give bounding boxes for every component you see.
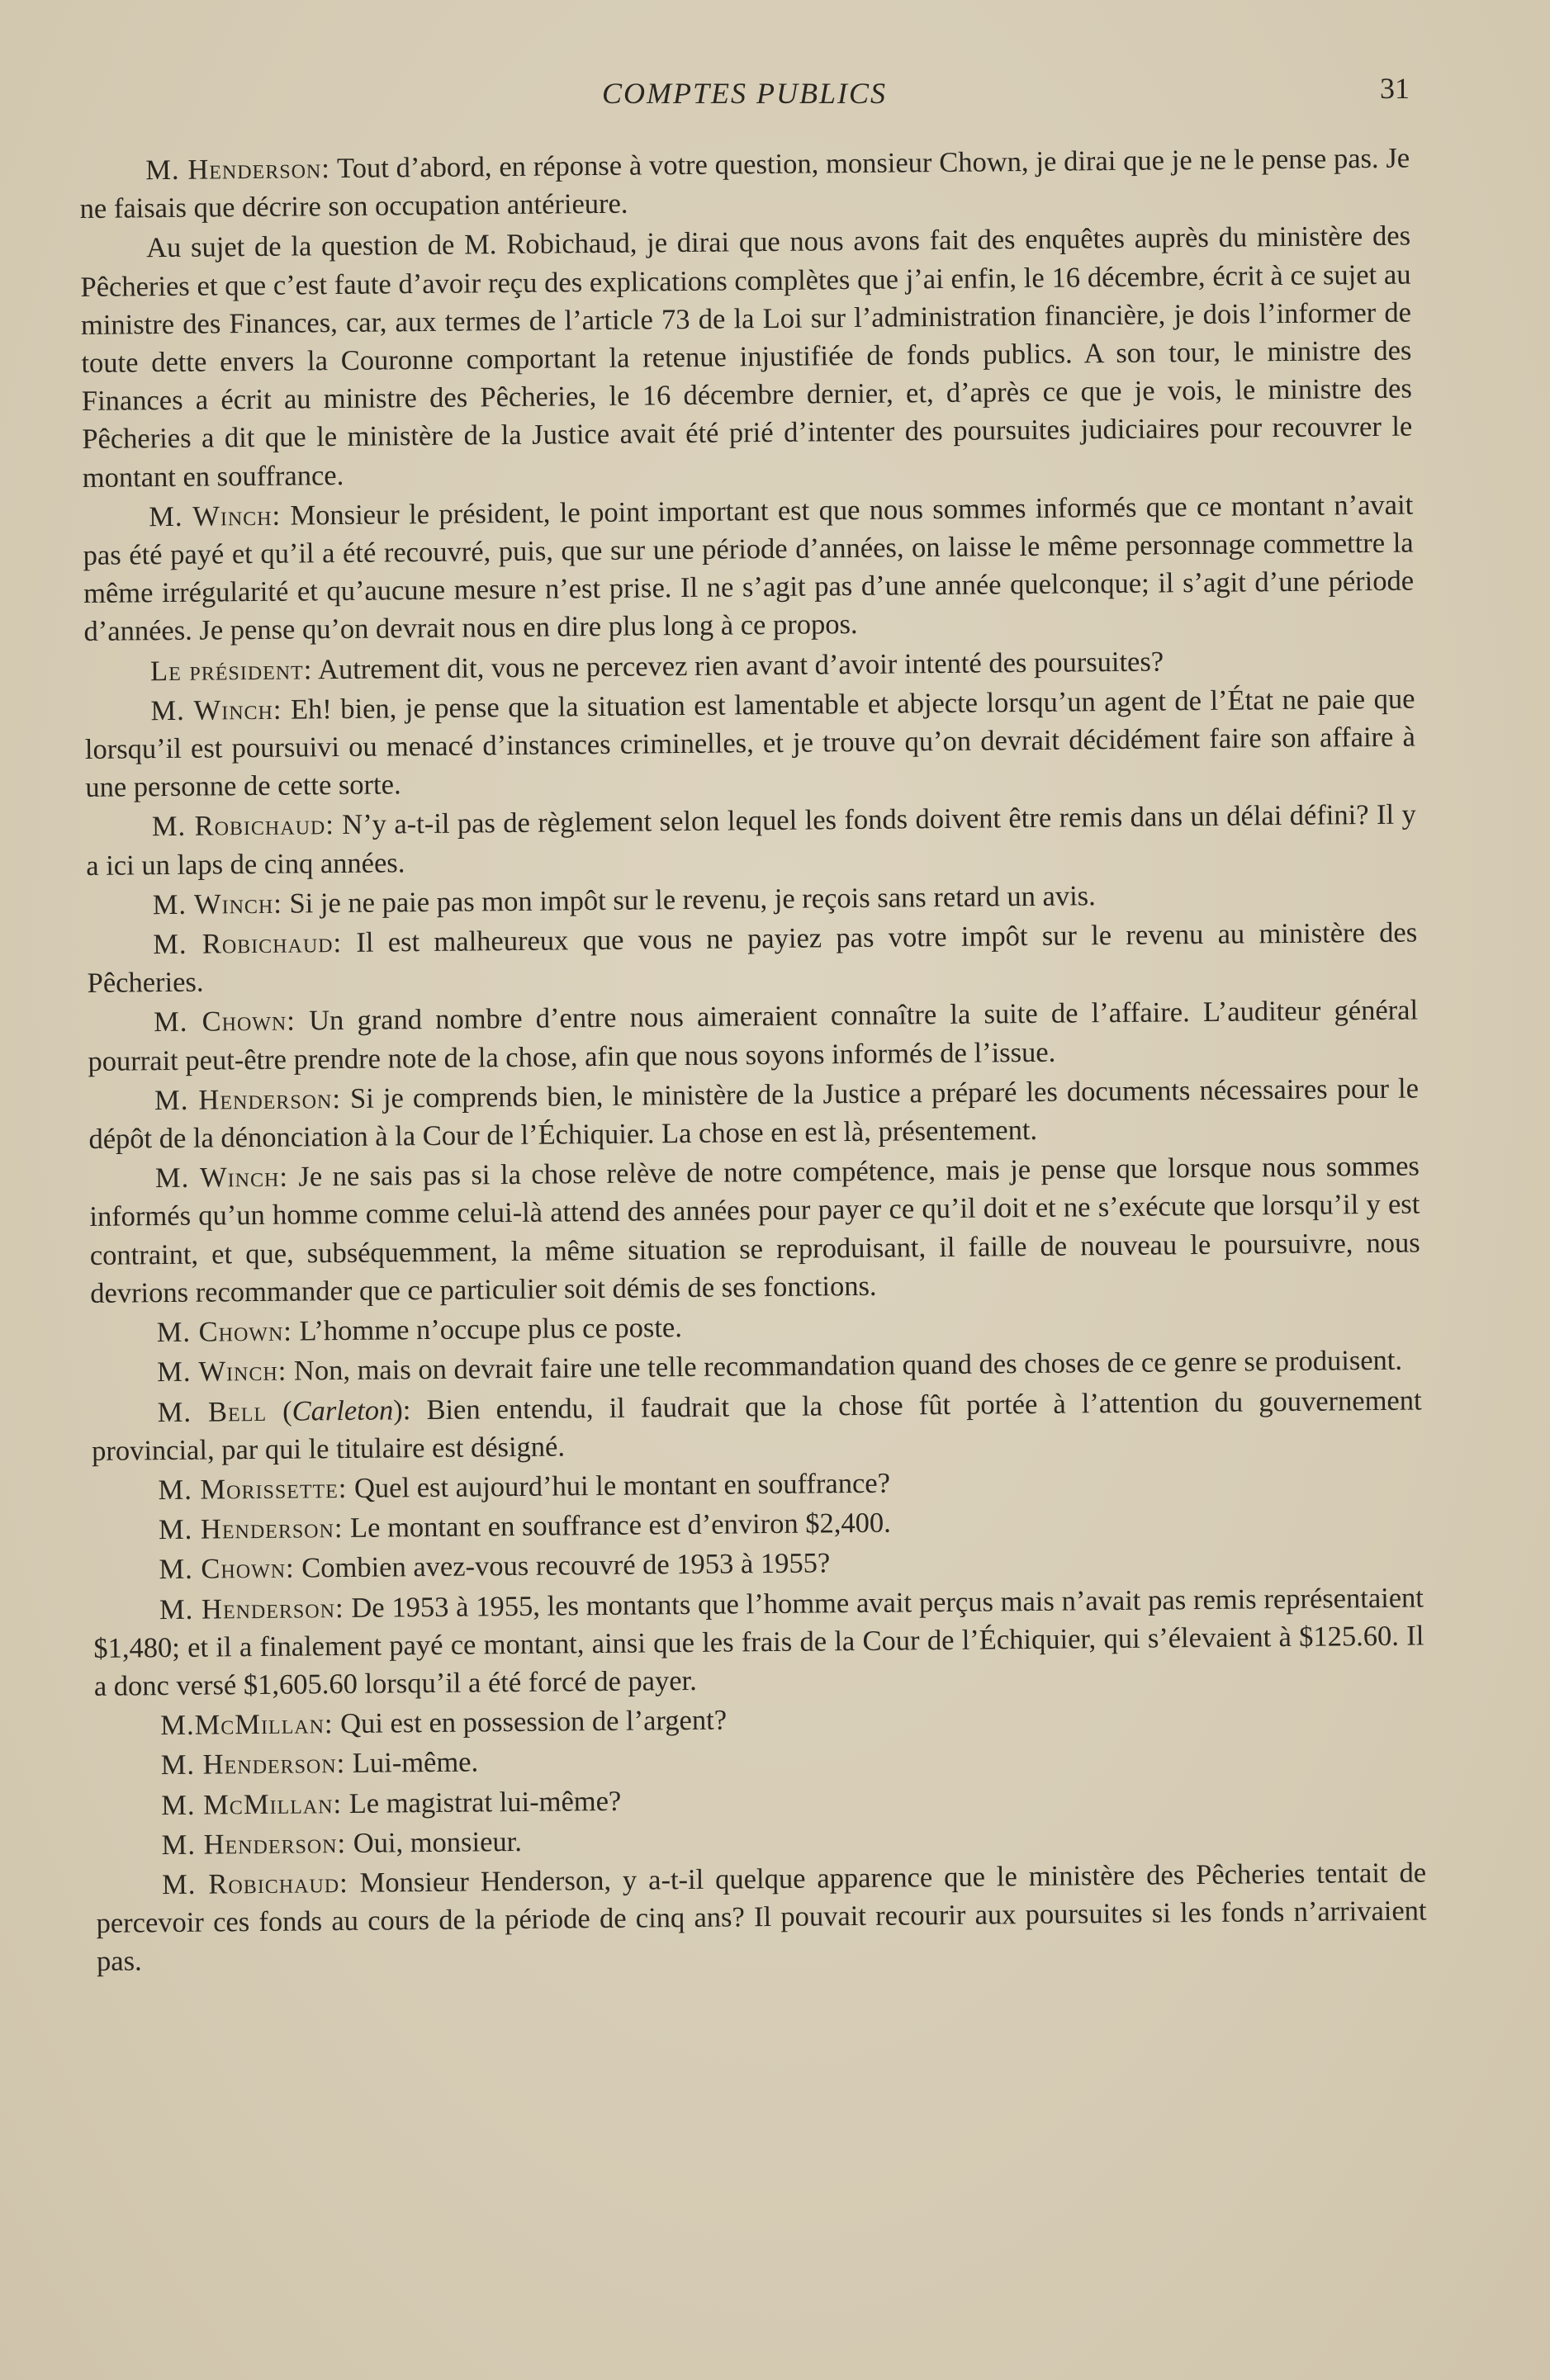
transcript-paragraph: M. Bell (Carleton): Bien entendu, il faudrait que la chose fût portée à l’attention du gouvernement provincial, par qui le titulaire est désigné. xyxy=(91,1384,1422,1467)
paragraph-text: Qui est en possession de l’argent? xyxy=(333,1704,728,1740)
paragraph-text: Le magistrat lui-même? xyxy=(341,1785,622,1819)
speaker-name: M. Winch: xyxy=(150,693,282,727)
paragraph-text: De 1953 à 1955, les montants que l’homme avait perçus mais n’avait pas remis représentaient $1,480; et il a finalement payé ce montant, ainsi que les frais de la Cour de l’Échiquier, qui s’élevaient à $125.60. Il a donc versé $1,605.60 lorsqu’il a été forcé de payer. xyxy=(93,1581,1424,1702)
transcript-body xyxy=(79,140,1427,1981)
transcript-paragraph xyxy=(88,1069,1420,1158)
speaker-name: M. Robichaud: xyxy=(153,927,343,961)
paragraph-text: Tout d’abord, en réponse à votre question, monsieur Chown, je dirai que je ne le pense pas. Je ne faisais que décrire son occupation antérieure. xyxy=(79,142,1410,225)
speaker-name: M. Robichaud: xyxy=(151,809,335,843)
transcript-paragraph xyxy=(89,1147,1421,1313)
transcript-paragraph xyxy=(86,796,1417,885)
transcript-paragraph xyxy=(96,1853,1427,1980)
paragraph-text: Lui-même. xyxy=(345,1746,479,1780)
paragraph-text: Eh! bien, je pense que la situation est lamentable et abjecte lorsqu’un agent de l’État ne paie que lorsqu’il est poursuivi ou menacé d’instances criminelles, et je trouve qu’on devrait décidément faire son affaire à une personne de cette sorte. xyxy=(84,683,1416,804)
speaker-name: M. Bell xyxy=(157,1395,268,1428)
transcript-paragraph xyxy=(93,1578,1424,1706)
paragraph-text: Monsieur le président, le point important est que nous sommes informés que ce montant n’avait pas été payé et qu’il a été recouvré, puis, que sur une période d’années, on laisse le même personnage commettre la même irrégularité et qu’aucune mesure n’est prise. Il ne s’agit pas d’une année quelconque; il s’agit d’une période d’années. Je pense qu’on devrait nous en dire plus long à ce propos. xyxy=(83,489,1415,648)
speaker-name: M.McMillan: xyxy=(160,1708,334,1742)
paragraph-text: Si je comprends bien, le ministère de la Justice a préparé les documents nécessaires pour le dépôt de la dénonciation à la Cour de l’Échiquier. La chose en est là, présentement. xyxy=(88,1072,1420,1156)
speaker-name: M. Chown: xyxy=(156,1315,293,1349)
paragraph-text: Combien avez-vous recouvré de 1953 à 1955? xyxy=(294,1547,831,1584)
speaker-name: M. Winch: xyxy=(154,1161,289,1195)
speaker-name: M. Winch: xyxy=(157,1355,287,1389)
speaker-name: M. Henderson: xyxy=(161,1827,347,1861)
speaker-name: M. Winch: xyxy=(149,499,282,533)
paragraph-text: L’homme n’occupe plus ce poste. xyxy=(292,1312,683,1347)
transcript-paragraph xyxy=(88,991,1419,1081)
transcript-paragraph xyxy=(84,679,1415,807)
transcript-paragraph xyxy=(79,140,1410,229)
paragraph-text: Un grand nombre d’entre nous aimeraient connaître la suite de l’affaire. L’auditeur général pourrait peut-être prendre note de la chose, afin que nous soyons informés de l’issue. xyxy=(88,994,1419,1077)
speaker-name: M. Henderson: xyxy=(160,1748,346,1781)
speaker-name: M. McMillan: xyxy=(161,1787,343,1821)
transcript-paragraph xyxy=(80,217,1413,497)
paragraph-text: Le montant en souffrance est d’environ $2,400. xyxy=(343,1507,891,1545)
paragraph-text: Autrement dit, vous ne percevez rien avant d’avoir intenté des poursuites? xyxy=(312,646,1164,685)
paragraph-text: Je ne sais pas si la chose relève de notre compétence, mais je pense que lorsque nous sommes informés qu’un homme comme celui-là attend des années pour payer ce qu’il doit et ne s’exécute que lorsqu’il y est contraint, et que, subséquemment, la même situation se reproduisant, il faille de nouveau le poursuivre, nous devrions recommander que ce particulier soit démis de ses fonctions. xyxy=(89,1150,1420,1309)
paragraph-text: Quel est aujourd’hui le montant en souffrance? xyxy=(347,1467,891,1504)
speaker-name: M. Morissette: xyxy=(158,1472,348,1507)
page-number: 31 xyxy=(1380,72,1410,105)
speaker-name: M. Chown: xyxy=(159,1552,295,1586)
paragraph-text: Non, mais on devrait faire une telle recommandation quand des choses de ce genre se produisent. xyxy=(287,1344,1403,1387)
speaker-name: M. Winch: xyxy=(152,887,283,921)
speaker-riding: Carleton xyxy=(292,1393,394,1427)
paragraph-text: Bien entendu, il faudrait que la chose fût portée à l’attention du gouvernement provincial, par qui le titulaire est désigné. xyxy=(91,1384,1422,1467)
speaker-name: M. Henderson: xyxy=(159,1592,344,1625)
paragraph-text: Monsieur Henderson, y a-t-il quelque apparence que le ministère des Pêcheries tentait de percevoir ces fonds au cours de la période de cinq ans? Il pouvait recourir aux poursuites si les fonds n’arrivaient pas. xyxy=(96,1857,1427,1978)
speaker-name: Le président: xyxy=(149,653,313,687)
speaker-name: M. Robichaud: xyxy=(161,1867,348,1901)
transcript-paragraph xyxy=(83,485,1415,651)
transcript-paragraph xyxy=(87,914,1418,1003)
speaker-name: M. Chown: xyxy=(153,1005,296,1039)
speaker-name: M. Henderson: xyxy=(158,1512,344,1546)
speaker-name: M. Henderson: xyxy=(145,153,331,187)
paragraph-text: Si je ne paie pas mon impôt sur le revenu, je reçois sans retard un avis. xyxy=(282,880,1096,920)
speaker-name: M. Henderson: xyxy=(154,1082,342,1117)
paragraph-text: Oui, monsieur. xyxy=(345,1825,523,1859)
speaker-colon: : xyxy=(402,1393,411,1426)
paragraph-text: Au sujet de la question de M. Robichaud, je dirai que nous avons fait des enquêtes auprès du ministère des Pêcheries et que c’est faute d’avoir reçu des explications complètes que j’ai enfin, le 16 décembre, écrit à ce sujet au ministre des Finances, car, aux termes de l’article 73 de la Loi sur l’administration financière, je dois l’informer de toute dette envers la Couronne comportant la retenue injustifiée de fonds publics. A son tour, le ministre des Finances a écrit au ministre des Pêcheries, le 16 décembre dernier, et, d’après ce que je vois, le ministre des Pêcheries a dit que le ministère de la Justice avait été prié d’intenter des poursuites judiciaires pour recouvrer le montant en souffrance. xyxy=(80,220,1413,494)
paragraph-text: Il est malheureux que vous ne payiez pas votre impôt sur le revenu au ministère des Pêcheries. xyxy=(87,916,1418,1000)
paragraph-text: N’y a-t-il pas de règlement selon lequel les fonds doivent être remis dans un délai défini? Il y a ici un laps de cinq années. xyxy=(86,798,1416,882)
running-title: COMPTES PUBLICS xyxy=(602,77,887,110)
page-header xyxy=(79,69,1410,119)
